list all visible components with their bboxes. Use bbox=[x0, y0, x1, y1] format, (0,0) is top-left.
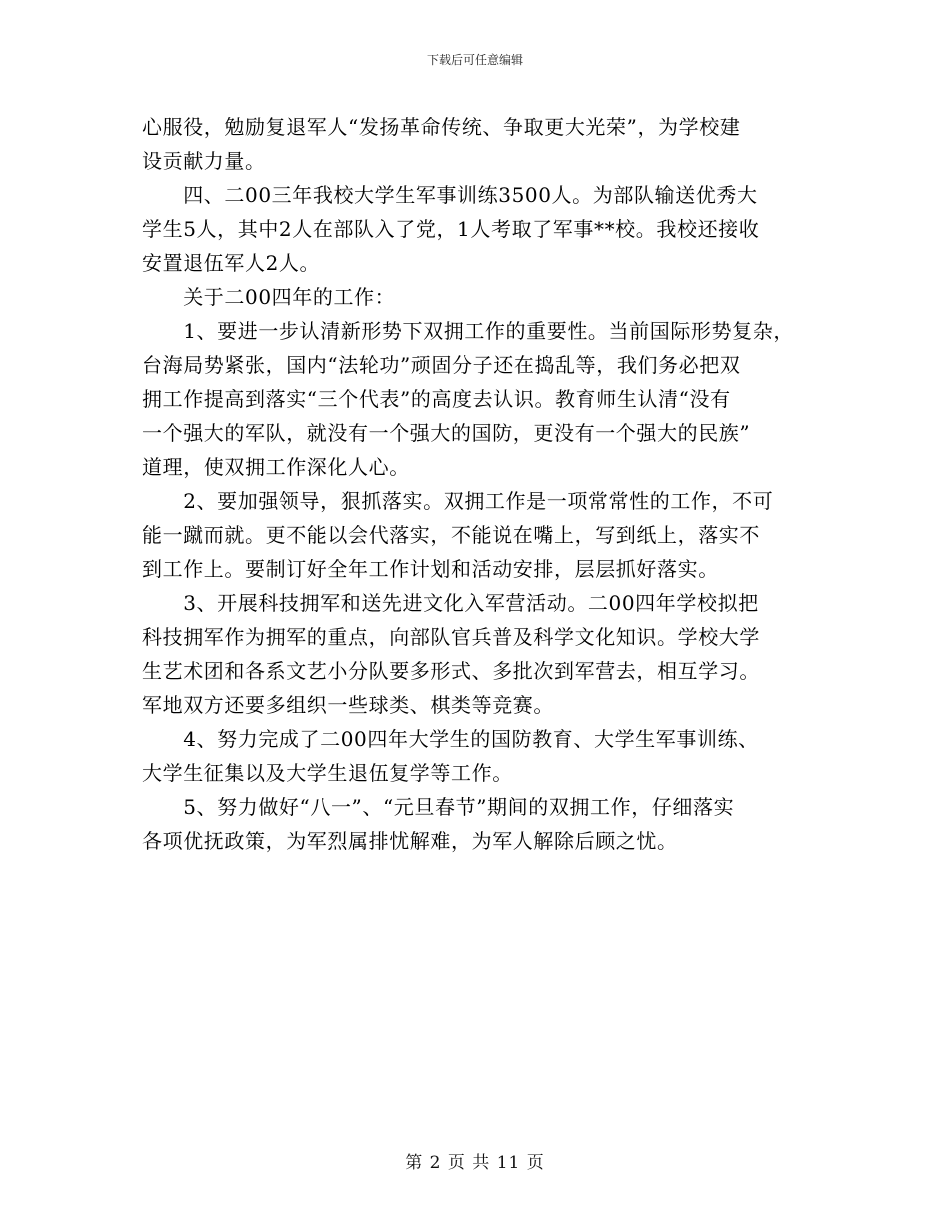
text-line: 台海局势紧张，国内“法轮功”顽固分子还在捣乱等，我们务必把双 bbox=[142, 353, 741, 377]
text-line: 设贡献力量。 bbox=[142, 149, 266, 173]
text-line: 学生5人，其中2人在部队入了党，1人考取了军事**校。我校还接收 bbox=[142, 217, 760, 241]
text-line: 拥工作提高到落实“三个代表”的高度去认识。教育师生认清“没有 bbox=[142, 387, 731, 411]
page-number-footer: 第 2 页 共 11 页 bbox=[405, 1153, 545, 1173]
text-line: 科技拥军作为拥军的重点，向部队官兵普及科学文化知识。学校大学 bbox=[142, 625, 760, 649]
text-line: 1、要进一步认清新形势下双拥工作的重要性。当前国际形势复杂， bbox=[142, 319, 794, 343]
text-line: 心服役，勉励复退军人“发扬革命传统、争取更大光荣”，为学校建 bbox=[142, 115, 741, 139]
page-header: 下载后可任意编辑 bbox=[426, 53, 523, 67]
text-line: 2、要加强领导，狠抓落实。双拥工作是一项常常性的工作，不可 bbox=[142, 489, 774, 513]
text-line: 3、开展科技拥军和送先进文化入军营活动。二00四年学校拟把 bbox=[142, 591, 759, 615]
text-line: 生艺术团和各系文艺小分队要多形式、多批次到军营去，相互学习。 bbox=[142, 659, 760, 683]
text-line: 军地双方还要多组织一些球类、棋类等竞赛。 bbox=[142, 693, 554, 717]
text-line: 关于二00四年的工作： bbox=[142, 285, 396, 309]
text-line: 各项优抚政策，为军烈属排忧解难，为军人解除后顾之忧。 bbox=[142, 829, 678, 853]
document-body bbox=[142, 110, 812, 858]
text-line: 到工作上。要制订好全年工作计划和活动安排，层层抓好落实。 bbox=[142, 557, 719, 581]
text-line: 能一蹴而就。更不能以会代落实，不能说在嘴上，写到纸上，落实不 bbox=[142, 523, 760, 547]
text-line: 道理，使双拥工作深化人心。 bbox=[142, 455, 410, 479]
text-line: 5、努力做好“八一”、“元旦春节”期间的双拥工作，仔细落实 bbox=[142, 795, 735, 819]
text-line: 安置退伍军人2人。 bbox=[142, 251, 321, 275]
text-line: 大学生征集以及大学生退伍复学等工作。 bbox=[142, 761, 513, 785]
text-line: 一个强大的军队，就没有一个强大的国防，更没有一个强大的民族” bbox=[142, 421, 751, 445]
text-line: 四、二00三年我校大学生军事训练3500人。为部队输送优秀大 bbox=[142, 183, 758, 207]
text-line: 4、努力完成了二00四年大学生的国防教育、大学生军事训练、 bbox=[142, 727, 759, 751]
